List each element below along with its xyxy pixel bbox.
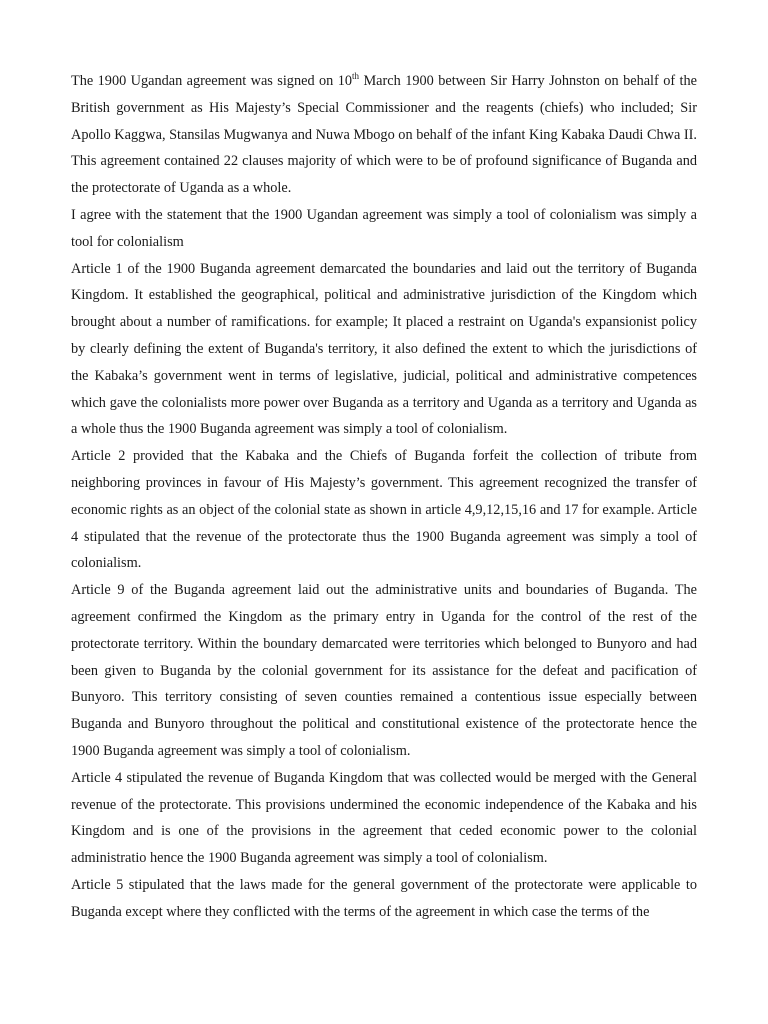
paragraph-article-1: Article 1 of the 1900 Buganda agreement demarcated the boundaries and laid out the territory of Buganda Kingdom. It established the geographical, political and administrative jurisdiction of the Kingdom which brought about a number of ramifications. for example; It placed a restraint on Uganda's expansionist policy by clearly defining the extent of Buganda's territory, it also defined the extent to which the jurisdictions of the Kabaka’s government went in terms of legislative, judicial, political and administrative competences which gave the colonialists more power over Buganda as a territory and Uganda as a territory and Uganda as a whole thus the 1900 Buganda agreement was simply a tool of colonialism. <box>71 260 697 438</box>
paragraph-article-2: Article 2 provided that the Kabaka and the Chiefs of Buganda forfeit the collection of tribute from neighboring provinces in favour of His Majesty’s government. This agreement recognized the transfer of economic rights as an object of the colonial state as shown in article 4,9,12,15,16 and 17 for example. Article 4 stipulated that the revenue of the protectorate thus the 1900 Buganda agreement was simply a tool of colonialism. <box>71 448 697 572</box>
paragraph-article-9: Article 9 of the Buganda agreement laid out the administrative units and boundaries of Buganda. The agreement confirmed the Kingdom as the primary entry in Uganda for the control of the rest of the protectorate territory. Within the boundary demarcated were territories which belonged to Bunyoro and had been given to Buganda by the colonial government for its assistance for the defeat and pacification of Bunyoro. This territory consisting of seven counties remained a contentious issue especially between Buganda and Bunyoro throughout the political and constitutional existence of the protectorate hence the 1900 Buganda agreement was simply a tool of colonialism. <box>71 582 697 759</box>
intro-text-start: The 1900 Ugandan agreement was signed on 10 <box>71 73 353 89</box>
paragraph-article-5: Article 5 stipulated that the laws made for the general government of the protectorate were applicable to Buganda except where they conflicted with the terms of the agreement in which case the terms of the <box>71 876 697 920</box>
paragraph-thesis: I agree with the statement that the 1900 Ugandan agreement was simply a tool of colonialism was simply a tool for colonialism <box>71 206 697 250</box>
ordinal-suffix: th <box>352 71 360 82</box>
paragraph-article-4: Article 4 stipulated the revenue of Buganda Kingdom that was collected would be merged with the General revenue of the protectorate. This provisions undermined the economic independence of the Kabaka and his Kingdom and is one of the provisions in the agreement that ceded economic power to the colonial administratio hence the 1900 Buganda agreement was simply a tool of colonialism. <box>71 769 697 867</box>
paragraph-intro <box>71 68 697 202</box>
intro-text-rest: March 1900 between Sir Harry Johnston on behalf of the British government as His Majesty’s Special Commissioner and the reagents (chiefs) who included; Sir Apollo Kaggwa, Stansilas Mugwanya and Nuwa Mbogo on behalf of the infant King Kabaka Daudi Chwa II. This agreement contained 22 clauses majority of which were to be of profound significance of Buganda and the protectorate of Uganda as a whole. <box>71 73 697 197</box>
document-page <box>71 68 697 926</box>
